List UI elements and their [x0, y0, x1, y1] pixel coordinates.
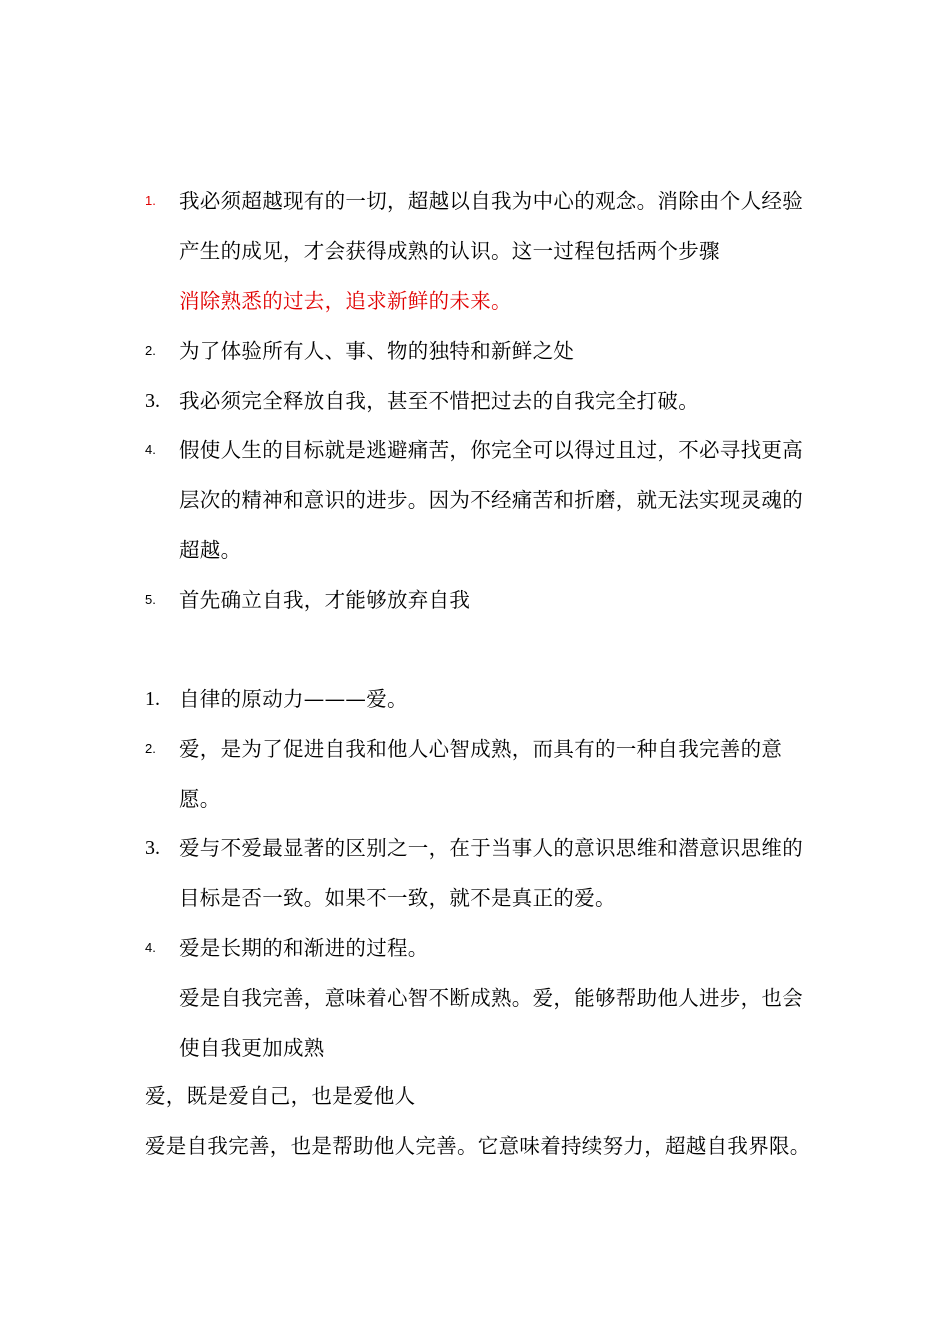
list-number: 1.	[145, 688, 160, 710]
list-item-text: 爱，是为了促进自我和他人心智成熟，而具有的一种自我完善的意愿。	[179, 737, 783, 811]
list1-item-1	[145, 176, 815, 326]
list-item-text: 我必须超越现有的一切，超越以自我为中心的观念。消除由个人经验产生的成见，才会获得成熟的认识。这一过程包括两个步骤 消除熟悉的过去，追求新鲜的未来。	[179, 189, 803, 313]
list2-item-4	[145, 923, 815, 1073]
list-item-text: 为了体验所有人、事、物的独特和新鲜之处	[179, 339, 575, 363]
list-number: 2.	[145, 343, 156, 358]
list-item-text: 爱是长期的和渐进的过程。 爱是自我完善，意味着心智不断成熟。爱，能够帮助他人进步，也会使自我更加成熟	[179, 936, 803, 1060]
list2-item-2	[145, 724, 815, 824]
list2-item-1	[145, 674, 815, 724]
list-number: 4.	[145, 442, 156, 457]
list-number: 3.	[145, 390, 160, 412]
list-item-text: 首先确立自我，才能够放弃自我	[179, 588, 471, 612]
list-number: 2.	[145, 741, 156, 756]
list1-item-5	[145, 575, 815, 625]
list-number: 4.	[145, 940, 156, 955]
highlighted-text: 消除熟悉的过去，追求新鲜的未来。	[179, 289, 512, 313]
list1-item-2	[145, 326, 815, 376]
list-item-text: 假使人生的目标就是逃避痛苦，你完全可以得过且过，不必寻找更高层次的精神和意识的进步。因为不经痛苦和折磨，就无法实现灵魂的超越。	[179, 438, 803, 562]
paragraph-2: 爱是自我完善，也是帮助他人完善。它意味着持续努力，超越自我界限。	[145, 1134, 811, 1158]
list-number: 5.	[145, 592, 156, 607]
list-item-continuation: 爱是自我完善，意味着心智不断成熟。爱，能够帮助他人进步，也会使自我更加成熟	[179, 986, 803, 1060]
paragraph-1: 爱，既是爱自己，也是爱他人	[145, 1084, 416, 1108]
list-item-text: 爱与不爱最显著的区别之一，在于当事人的意识思维和潜意识思维的目标是否一致。如果不一致，就不是真正的爱。	[179, 836, 803, 910]
list-number: 3.	[145, 837, 160, 859]
list-number: 1.	[145, 193, 156, 208]
list1-item-3	[145, 376, 815, 426]
list2-item-3	[145, 823, 815, 923]
list-item-text: 自律的原动力———爱。	[179, 687, 408, 711]
list1-item-4	[145, 425, 815, 575]
list-item-text: 我必须完全释放自我，甚至不惜把过去的自我完全打破。	[179, 389, 699, 413]
